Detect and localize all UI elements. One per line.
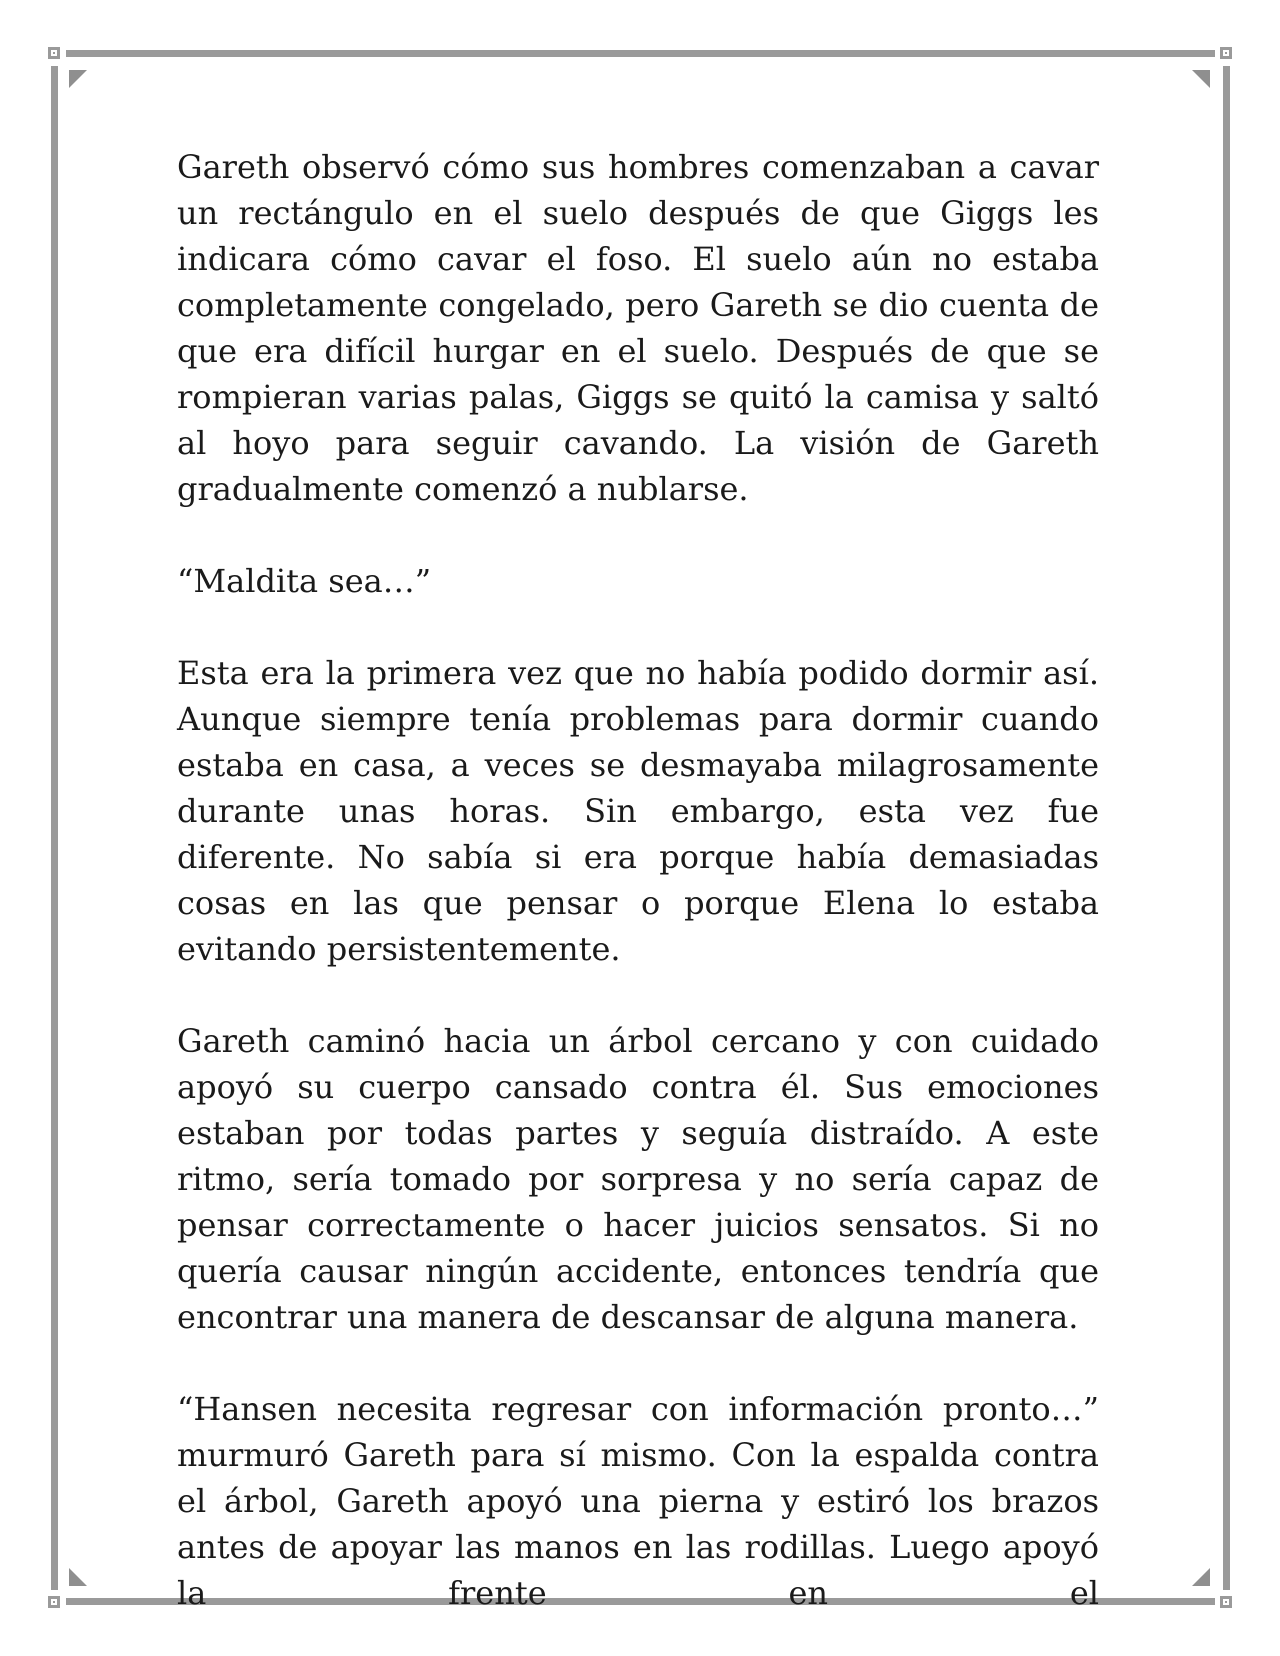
paragraph-1: Gareth observó cómo sus hombres comenzaban a cavar un rectángulo en el suelo después de que Giggs les indicara cómo cavar el foso. El suelo aún no estaba completamente congelado, pero Gareth se dio cuenta de que era difícil hurgar en el suelo. Después de que se rompieran varias palas, Giggs se quitó la camisa y saltó al hoyo para seguir cavando. La visión de Gareth gradualmente comenzó a nublarse. bbox=[177, 148, 1099, 508]
frame-border-top bbox=[66, 50, 1215, 57]
page-body-text bbox=[177, 144, 1099, 1616]
paragraph-5: “Hansen necesita regresar con información pronto…” murmuró Gareth para sí mismo. Con la espalda contra el árbol, Gareth apoyó una pierna y estiró los brazos antes de apoyar las manos en las rodillas. Luego apoyó la frente en el bbox=[177, 1390, 1099, 1612]
paragraph-4: Gareth caminó hacia un árbol cercano y con cuidado apoyó su cuerpo cansado contra él. Sus emociones estaban por todas partes y seguía distraído. A este ritmo, sería tomado por sorpresa y no sería capaz de pensar correctamente o hacer juicios sensatos. Si no quería causar ningún accidente, entonces tendría que encontrar una manera de descansar de alguna manera. bbox=[177, 1022, 1099, 1336]
corner-square-bottom-left bbox=[48, 1596, 60, 1608]
corner-square-top-left bbox=[48, 47, 60, 59]
paragraph-3: Esta era la primera vez que no había podido dormir así. Aunque siempre tenía problemas para dormir cuando estaba en casa, a veces se desmayaba milagrosamente durante unas horas. Sin embargo, esta vez fue diferente. No sabía si era porque había demasiadas cosas en las que pensar o porque Elena lo estaba evitando persistentemente. bbox=[177, 654, 1099, 968]
corner-ornament-top-right bbox=[1192, 70, 1210, 88]
corner-square-bottom-right bbox=[1220, 1596, 1232, 1608]
corner-ornament-bottom-right bbox=[1192, 1568, 1210, 1586]
corner-square-top-right bbox=[1220, 47, 1232, 59]
paragraph-2-dialogue: “Maldita sea…” bbox=[177, 562, 432, 600]
frame-border-left bbox=[51, 66, 58, 1590]
corner-ornament-bottom-left bbox=[69, 1568, 87, 1586]
frame-border-right bbox=[1223, 66, 1230, 1590]
corner-ornament-top-left bbox=[69, 70, 87, 88]
